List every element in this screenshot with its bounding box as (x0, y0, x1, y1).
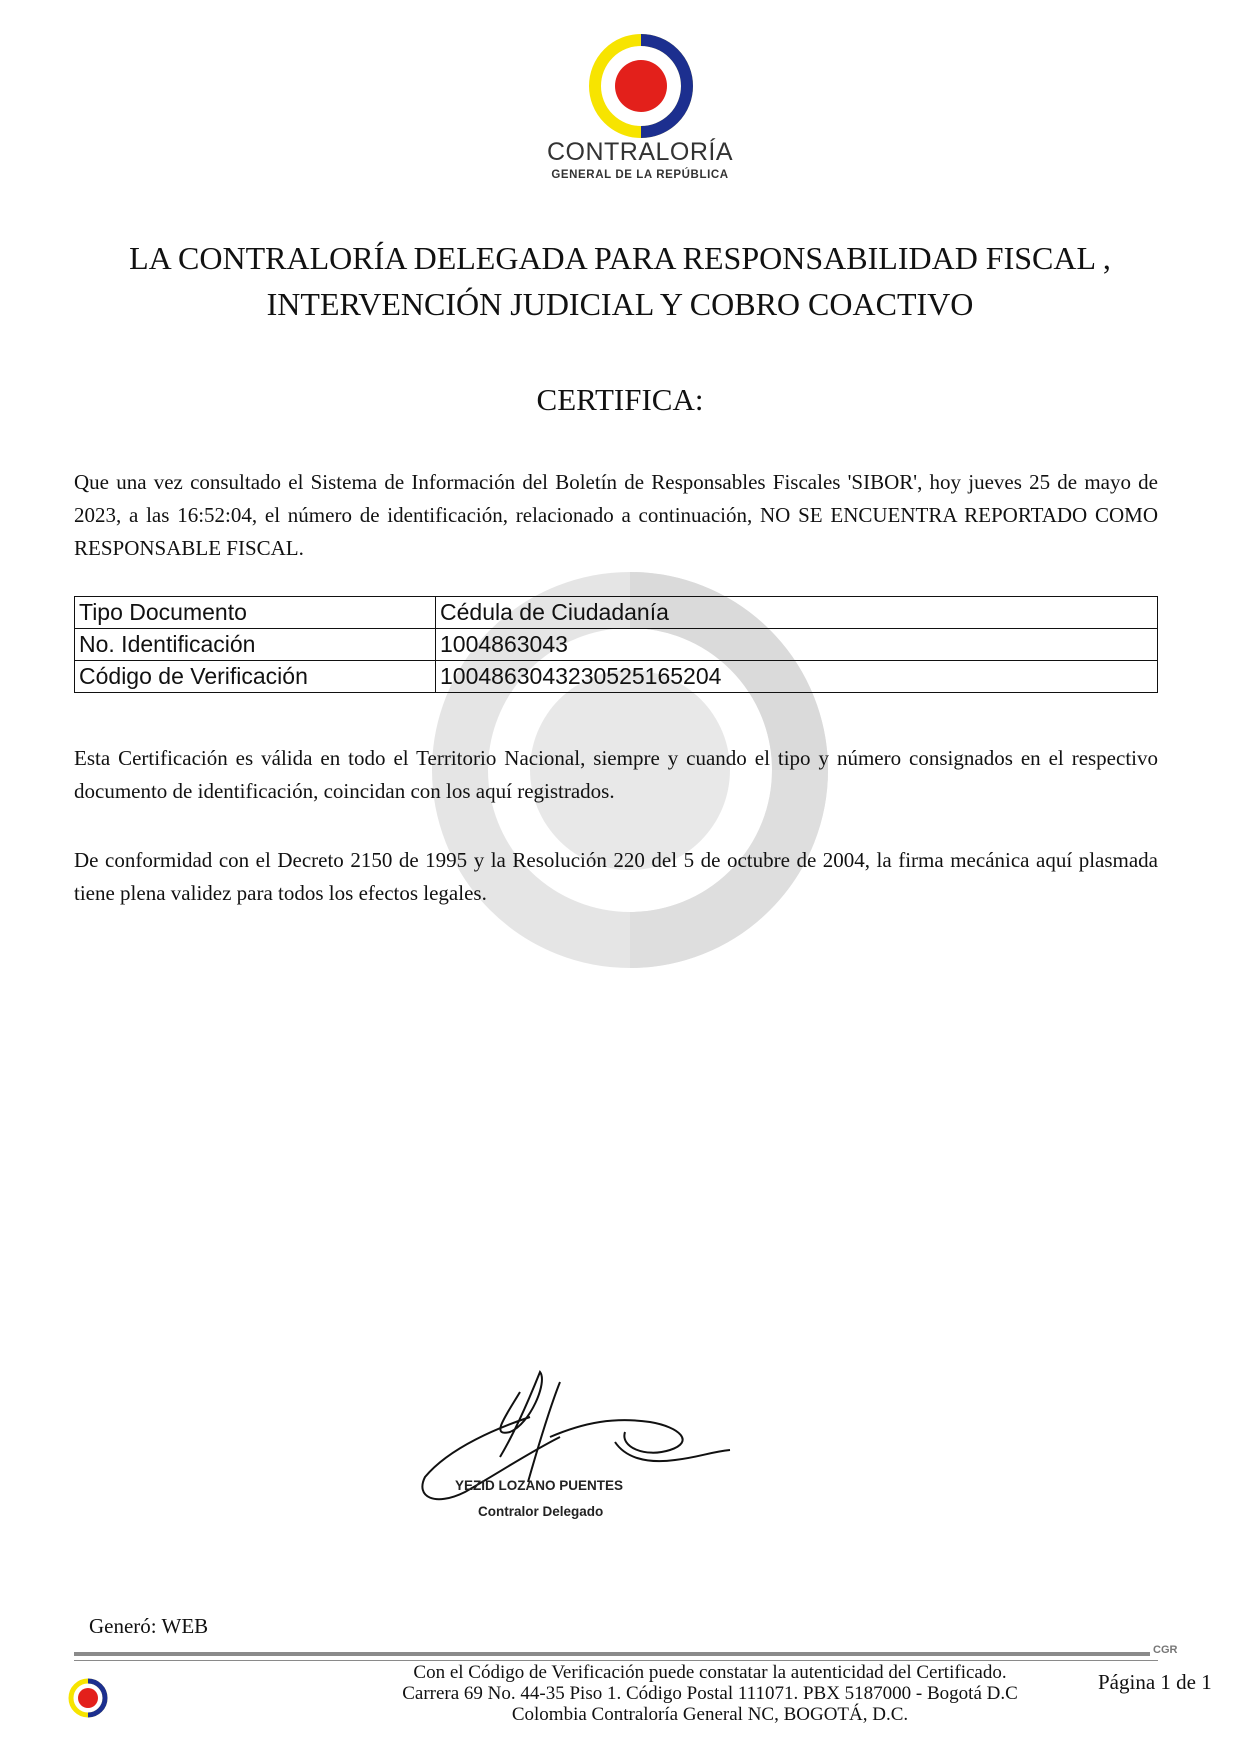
footer-logo-icon (66, 1676, 110, 1720)
footer-line-1: Con el Código de Verificación puede constatar la autenticidad del Certificado. (413, 1662, 1007, 1683)
validity-paragraph: Esta Certificación es válida en todo el Territorio Nacional, siempre y cuando el tipo y número consignados en el respectivo documento de identificación, coincidan con los aquí registrados. (74, 746, 1158, 803)
table-label: Código de Verificación (75, 661, 436, 693)
footer-line-2: Carrera 69 No. 44-35 Piso 1. Código Postal 111071. PBX 5187000 - Bogotá D.C (402, 1683, 1018, 1704)
table-row (75, 661, 1158, 693)
legal-paragraph: De conformidad con el Decreto 2150 de 1995 y la Resolución 220 del 5 de octubre de 2004, la firma mecánica aquí plasmada tiene plena validez para todos los efectos legales. (74, 848, 1158, 905)
page-number: Página 1 de 1 (1098, 1670, 1212, 1694)
brand-name: CONTRALORÍA (546, 138, 734, 166)
brand-subtitle: GENERAL DE LA REPÚBLICA (551, 169, 729, 181)
cgr-tag: CGR (1150, 1644, 1180, 1656)
table-value: Cédula de Ciudadanía (436, 597, 1158, 629)
table-value: 1004863043 (436, 629, 1158, 661)
title-line-1: LA CONTRALORÍA DELEGADA PARA RESPONSABILIDAD FISCAL , (129, 240, 1111, 276)
generated-by: Generó: WEB (89, 1614, 209, 1638)
signatory-role: Contralor Delegado (478, 1504, 604, 1519)
title-line-2: INTERVENCIÓN JUDICIAL Y COBRO COACTIVO (266, 286, 974, 322)
footer-line-3: Colombia Contraloría General NC, BOGOTÁ, D.C. (511, 1704, 909, 1725)
table-label: Tipo Documento (75, 597, 436, 629)
footer-divider-thin (74, 1660, 1158, 1661)
table-row (75, 629, 1158, 661)
contraloria-logo-icon (586, 30, 696, 142)
intro-paragraph: Que una vez consultado el Sistema de Información del Boletín de Responsables Fiscales 'SIBOR', hoy jueves 25 de mayo de 2023, a las 16:52:04, el número de identificación, relacionado a continuación, NO SE ENCUENTRA REPORTADO COMO RESPONSABLE FISCAL. (74, 470, 1158, 560)
identification-table (74, 596, 1158, 693)
signatory-name: YEZID LOZANO PUENTES (455, 1478, 624, 1493)
table-value: 1004863043230525165204 (436, 661, 1158, 693)
certifica-heading: CERTIFICA: (536, 382, 704, 417)
footer-divider (74, 1652, 1158, 1656)
table-row (75, 597, 1158, 629)
table-label: No. Identificación (75, 629, 436, 661)
